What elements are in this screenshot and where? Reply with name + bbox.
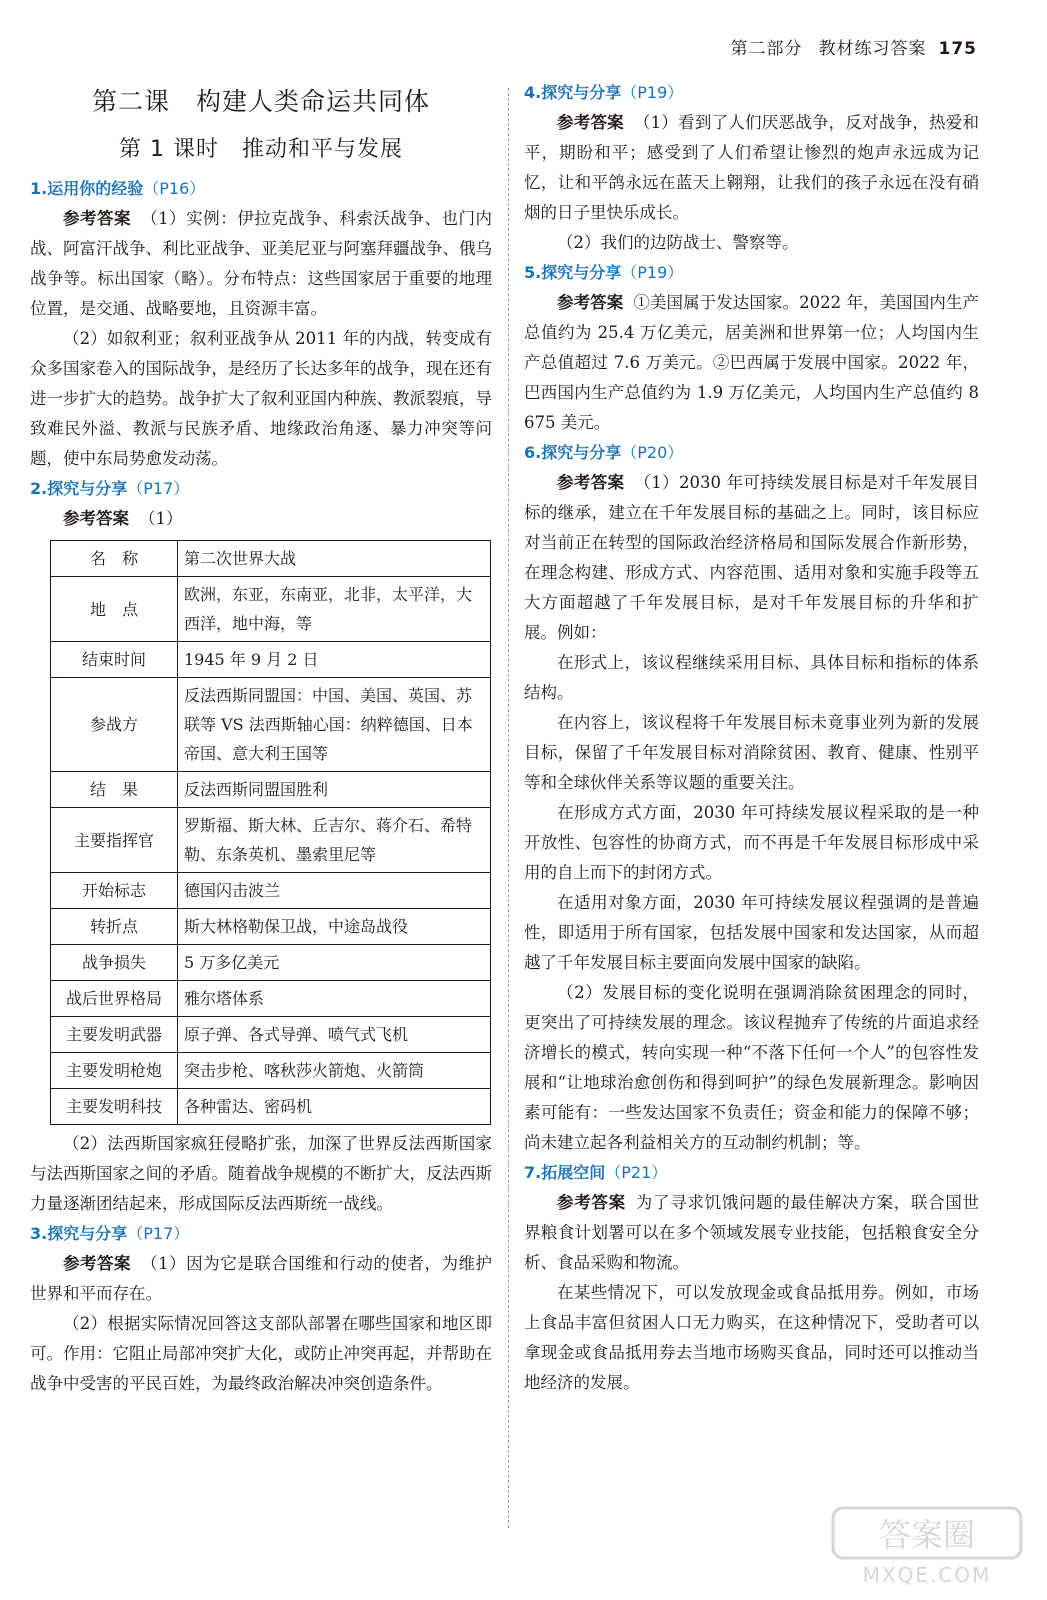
section-3-answer-2: （2）根据实际情况回答这支部队部署在哪些国家和地区即可。作用：它阻止局部冲突扩大化，或防止冲突再起，并帮助在战争中受害的平民百姓，为最终政治解决冲突创造条件。 — [30, 1314, 492, 1393]
section-3-heading: 3.探究与分享（P17） — [30, 1224, 190, 1243]
table-row: 主要指挥官 罗斯福、斯大林、丘吉尔、蒋介石、希特勒、东条英机、墨索里尼等 — [51, 808, 491, 873]
section-4-answer-1: 参考答案 （1）看到了人们厌恶战争，反对战争，热爱和平，期盼和平；感受到了人们希望让惨烈的炮声永远成为记忆，让和平鸽永远在蓝天上翱翔，让我们的孩子永远在没有硝烟的日子里快乐成长。 — [524, 113, 980, 222]
section-7-heading: 7.拓展空间（P21） — [524, 1163, 668, 1182]
answer-label: 参考答案 — [557, 1193, 626, 1212]
section-1-answer-2: （2）如叙利亚；叙利亚战争从 2011 年的内战，转变成有众多国家卷入的国际战争，是经历了长达多年的战争，现在还有进一步扩大的趋势。战争扩大了叙利亚国内种族、教派裂痕，导致难民外溢、教派与民族矛盾、地缘政治角逐、暴力冲突等问题，使中东局势愈发动荡。 — [30, 329, 492, 468]
section-6-formation: 在形成方式方面，2030 年可持续发展议程采取的是一种开放性、包容性的协商方式，而不再是千年发展目标形成中采用的自上而下的封闭方式。 — [524, 803, 979, 882]
section-1-heading: 1.运用你的经验（P16） — [30, 179, 206, 198]
table-row: 结 果 反法西斯同盟国胜利 — [51, 772, 491, 808]
table-row: 战后世界格局 雅尔塔体系 — [51, 981, 491, 1017]
table-row: 主要发明科技 各种雷达、密码机 — [51, 1089, 491, 1125]
table-row: 转折点 斯大林格勒保卫战，中途岛战役 — [51, 909, 491, 945]
table-row: 开始标志 德国闪击波兰 — [51, 873, 491, 909]
ww2-info-table — [50, 540, 491, 1125]
answer-label: 参考答案 — [557, 113, 624, 132]
page-number: 175 — [938, 39, 977, 59]
answer-label: 参考答案 — [557, 473, 625, 492]
right-column — [524, 78, 979, 1398]
header-part: 第二部分 — [730, 39, 803, 59]
lesson-title: 第二课 构建人类命运共同体 — [91, 87, 430, 116]
answer-label: 参考答案 — [63, 209, 132, 228]
section-5-answer-1: 参考答案 ①美国属于发达国家。2022 年，美国国内生产总值约为 25.4 万亿美元，居美洲和世界第一位；人均国内生产总值超过 7.6 万美元。②巴西属于发展中国家。2022 年，巴西国内生产总值约为 1.9 万亿美元，人均国内生产总值约 8 675 美元。 — [524, 293, 979, 432]
section-6-content: 在内容上，该议程将千年发展目标未竟事业列为新的发展目标，保留了千年发展目标对消除贫困、教育、健康、性别平等和全球伙伴关系等议题的重要关注。 — [524, 713, 979, 792]
section-7-answer-1: 参考答案 为了寻求饥饿问题的最佳解决方案，联合国世界粮食计划署可以在多个领域发展专业技能，包括粮食安全分析、食品采购和物流。 — [524, 1193, 980, 1272]
section-6-answer-2: （2）发展目标的变化说明在强调消除贫困理念的同时，更突出了可持续发展的理念。该议程抛弃了传统的片面追求经济增长的模式，转向实现一种“不落下任何一个人”的包容性发展和“让地球治愈创伤和得到呵护”的绿色发展新理念。影响因素可能有：一些发达国家不负责任；资金和能力的保障不够；尚未建立起各利益相关方的互动制约机制；等。 — [524, 983, 979, 1152]
table-row: 名 称 第二次世界大战 — [51, 541, 491, 577]
section-6-heading: 6.探究与分享（P20） — [524, 443, 684, 462]
table-row: 地 点 欧洲，东亚，东南亚，北非，太平洋，大西洋，地中海，等 — [51, 577, 491, 642]
section-3-answer-1: 参考答案 （1）因为它是联合国维和行动的使者，为维护世界和平而存在。 — [30, 1254, 493, 1303]
column-divider — [508, 88, 509, 1528]
site-watermark — [827, 1504, 1027, 1588]
table-row: 主要发明枪炮 突击步枪、喀秋莎火箭炮、火箭筒 — [51, 1053, 491, 1089]
section-4-heading: 4.探究与分享（P19） — [524, 83, 684, 102]
answer-label: 参考答案 — [63, 509, 129, 528]
section-6-scope: 在适用对象方面，2030 年可持续发展议程强调的是普遍性，即适用于所有国家，包括发展中国家和发达国家，从而超越了千年发展目标主要面向发展中国家的缺陷。 — [524, 893, 979, 972]
answer-label: 参考答案 — [557, 293, 624, 312]
section-2-heading: 2.探究与分享（P17） — [30, 479, 190, 498]
left-column — [30, 174, 492, 1399]
section-2-answer-2: （2）法西斯国家疯狂侵略扩张，加深了世界反法西斯国家与法西斯国家之间的矛盾。随着战争规模的不断扩大，反法西斯力量逐渐团结起来，形成国际反法西斯统一战线。 — [30, 1134, 492, 1213]
watermark-url: MXQE.COM — [862, 1563, 992, 1587]
section-2-answer-lead: 参考答案 （1） — [63, 509, 183, 528]
section-6-answer-1: 参考答案 （1）2030 年可持续发展目标是对千年发展目标的继承，建立在千年发展目标的基础之上。同时，该目标应对当前正在转型的国际政治经济格局和国际发展合作新形势，在理念构建、形成方式、内容范围、适用对象和实施手段等五大方面超越了千年发展目标，是对千年发展目标的升华和扩展。例如： — [524, 473, 980, 642]
section-1-answer-1: 参考答案 （1）实例：伊拉克战争、科索沃战争、也门内战、阿富汗战争、利比亚战争、亚美尼亚与阿塞拜疆战争、俄乌战争等。标出国家（略）。分布特点：这些国家居于重要的地理位置，是交通、战略要地，且资源丰富。 — [30, 209, 493, 318]
watermark-logo: 答案圈 — [878, 1516, 976, 1554]
table-row: 结束时间 1945 年 9 月 2 日 — [51, 642, 491, 678]
table-row: 战争损失 5 万多亿美元 — [51, 945, 491, 981]
period-title: 第 1 课时 推动和平与发展 — [119, 137, 403, 162]
table-row: 参战方 反法西斯同盟国：中国、美国、英国、苏联等 VS 法西斯轴心国：纳粹德国、日本帝国、意大利王国等 — [51, 678, 491, 772]
section-6-form: 在形式上，该议程继续采用目标、具体目标和指标的体系结构。 — [524, 653, 979, 702]
section-5-heading: 5.探究与分享（P19） — [524, 263, 684, 282]
running-header — [731, 34, 978, 59]
answer-label: 参考答案 — [63, 1254, 132, 1273]
section-7-answer-2: 在某些情况下，可以发放现金或食品抵用券。例如，市场上食品丰富但贫困人口无力购买，在这种情况下，受助者可以拿现金或食品抵用券去当地市场购买食品，同时还可以推动当地经济的发展。 — [524, 1283, 979, 1392]
table-row: 主要发明武器 原子弹、各式导弹、喷气式飞机 — [51, 1017, 491, 1053]
header-section: 教材练习答案 — [818, 39, 927, 59]
section-4-answer-2: （2）我们的边防战士、警察等。 — [557, 233, 799, 252]
